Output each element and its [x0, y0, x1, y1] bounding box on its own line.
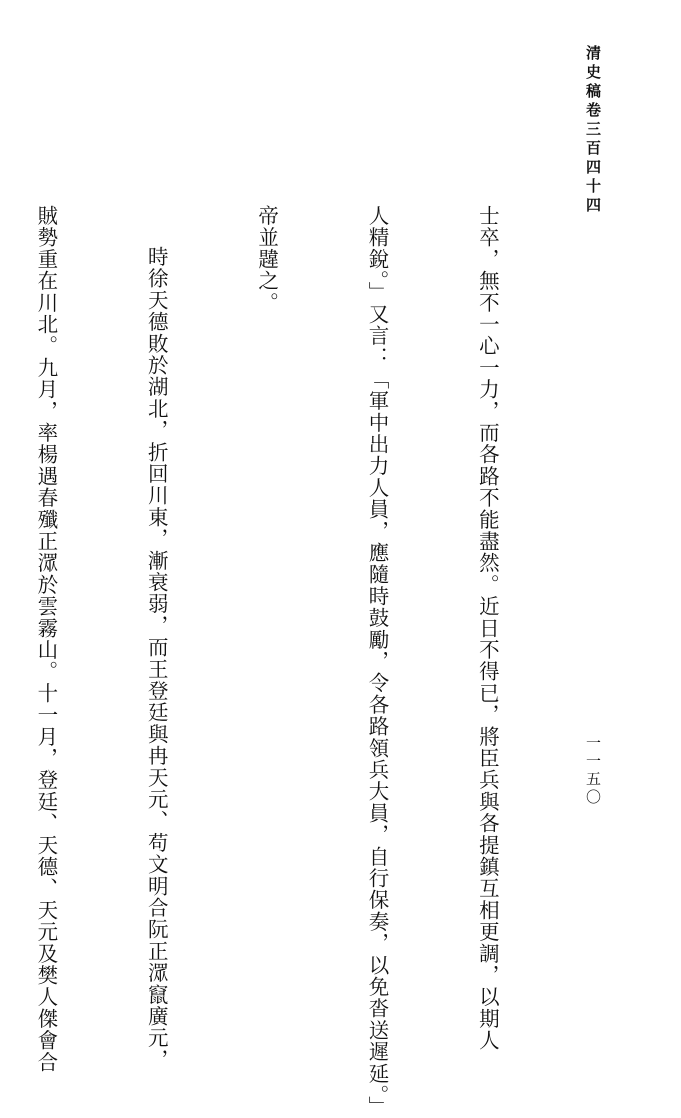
page-number: 一一五〇	[584, 735, 602, 807]
text-column: 人精銳。」又言：「軍中出力人員，應隨時鼓勵，令各路領兵大員，自行保奏，以免沓送遲延。」	[365, 205, 390, 1118]
text-column: 帝並韙之。	[254, 205, 279, 314]
running-header: 清史稿卷三百四十四	[584, 45, 602, 216]
text-column: 時徐天德敗於湖北，折回川東，漸衰弱，而王登廷與冉天元、苟文明合阮正潀竄廣元，	[144, 246, 169, 1071]
text-column: 士卒，無不一心一力，而各路不能盡然。近日不得已，將臣兵與各提鎮互相更調，以期人	[475, 205, 500, 1052]
text-column: 賊勢重在川北。九月，率楊遇春殲正潀於雲霧山。十一月，登廷、天德、天元及樊人傑會合	[33, 205, 58, 1073]
body-text	[0, 205, 579, 1118]
